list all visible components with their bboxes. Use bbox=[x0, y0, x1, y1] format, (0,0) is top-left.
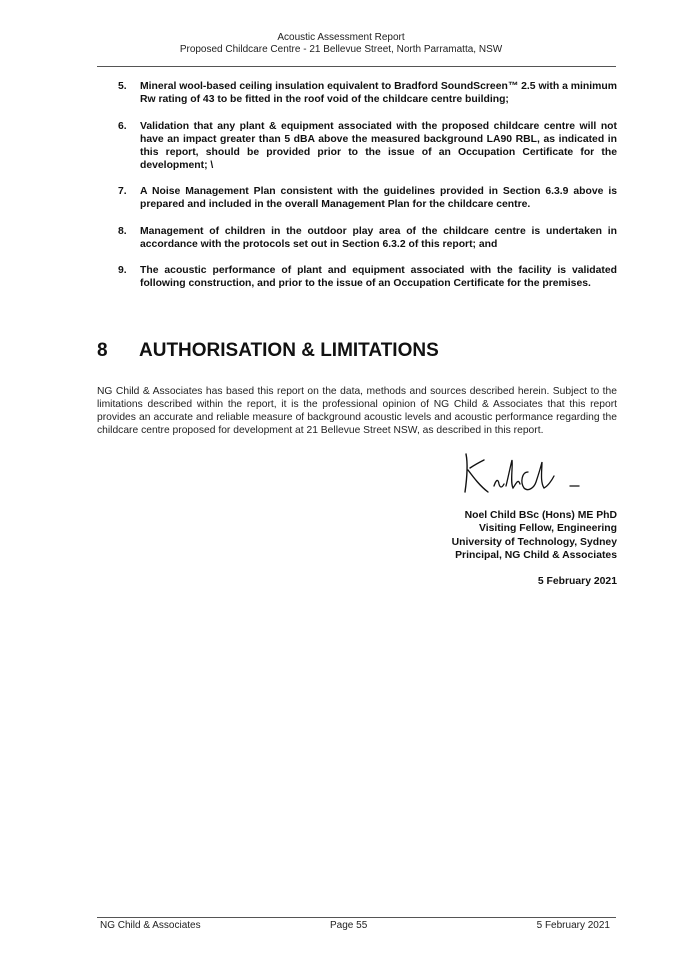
signoff-block bbox=[397, 509, 617, 562]
signatory-title: Principal, NG Child & Associates bbox=[455, 549, 617, 561]
list-item-text: Validation that any plant & equipment associated with the proposed childcare centre will not have an impact greater than 5 dBA above the measured background LA90 RBL, as indicated in this report, should be provided prior to the issue of an Occupation Certificate for the development; \ bbox=[140, 120, 617, 171]
section-title: AUTHORISATION & LIMITATIONS bbox=[139, 340, 439, 361]
list-item-text: The acoustic performance of plant and equipment associated with the facility is validated following construction, and prior to the issue of an Occupation Certificate for the premises. bbox=[140, 265, 617, 289]
signatory-name: Noel Child BSc (Hons) ME PhD bbox=[464, 510, 617, 521]
list-item bbox=[97, 120, 617, 172]
list-item-number: 8. bbox=[118, 225, 127, 237]
header-divider bbox=[97, 66, 616, 67]
page-header bbox=[0, 32, 682, 56]
section-body: NG Child & Associates has based this report on the data, methods and sources described herein. Subject to the limitations described within the report, it is the professional opinion of NG Child & Associates that this report provides an accurate and reliable measure of background acoustic levels and acoustic performance regarding the childcare centre proposed for development at 21 Bellevue Street NSW, as described in this report. bbox=[97, 386, 617, 437]
list-item-text: Management of children in the outdoor play area of the childcare centre is undertaken in accordance with the protocols set out in Section 6.3.2 of this report; and bbox=[140, 225, 617, 250]
list-item bbox=[97, 264, 617, 290]
conditions-list bbox=[97, 80, 617, 304]
list-item bbox=[97, 185, 617, 211]
list-item bbox=[97, 80, 617, 106]
footer-divider bbox=[97, 917, 616, 918]
section-heading bbox=[97, 339, 617, 363]
signatory-role: Visiting Fellow, Engineering bbox=[479, 523, 617, 535]
signatory-institution: University of Technology, Sydney bbox=[451, 536, 617, 548]
footer-company: NG Child & Associates bbox=[100, 920, 201, 931]
list-item-number: 6. bbox=[118, 120, 127, 132]
list-item-text: A Noise Management Plan consistent with the guidelines provided in Section 6.3.9 above is prepared and included in the overall Management Plan for the childcare centre. bbox=[140, 186, 617, 210]
list-item-number: 5. bbox=[118, 81, 127, 92]
section-number: 8 bbox=[97, 340, 108, 361]
signoff-date: 5 February 2021 bbox=[537, 576, 617, 587]
list-item-number: 9. bbox=[118, 265, 127, 276]
footer-date: 5 February 2021 bbox=[536, 920, 610, 931]
list-item bbox=[97, 225, 617, 251]
list-item-number: 7. bbox=[118, 186, 127, 197]
list-item-text: Mineral wool-based ceiling insulation equivalent to Bradford SoundScreen™ 2.5 with a minimum Rw rating of 43 to be fitted in the roof void of the childcare centre building; bbox=[140, 81, 617, 105]
header-title: Acoustic Assessment Report bbox=[277, 32, 405, 43]
header-subtitle: Proposed Childcare Centre - 21 Bellevue Street, North Parramatta, NSW bbox=[179, 44, 503, 55]
page-number: Page 55 bbox=[330, 920, 368, 931]
signature-image bbox=[458, 448, 618, 498]
